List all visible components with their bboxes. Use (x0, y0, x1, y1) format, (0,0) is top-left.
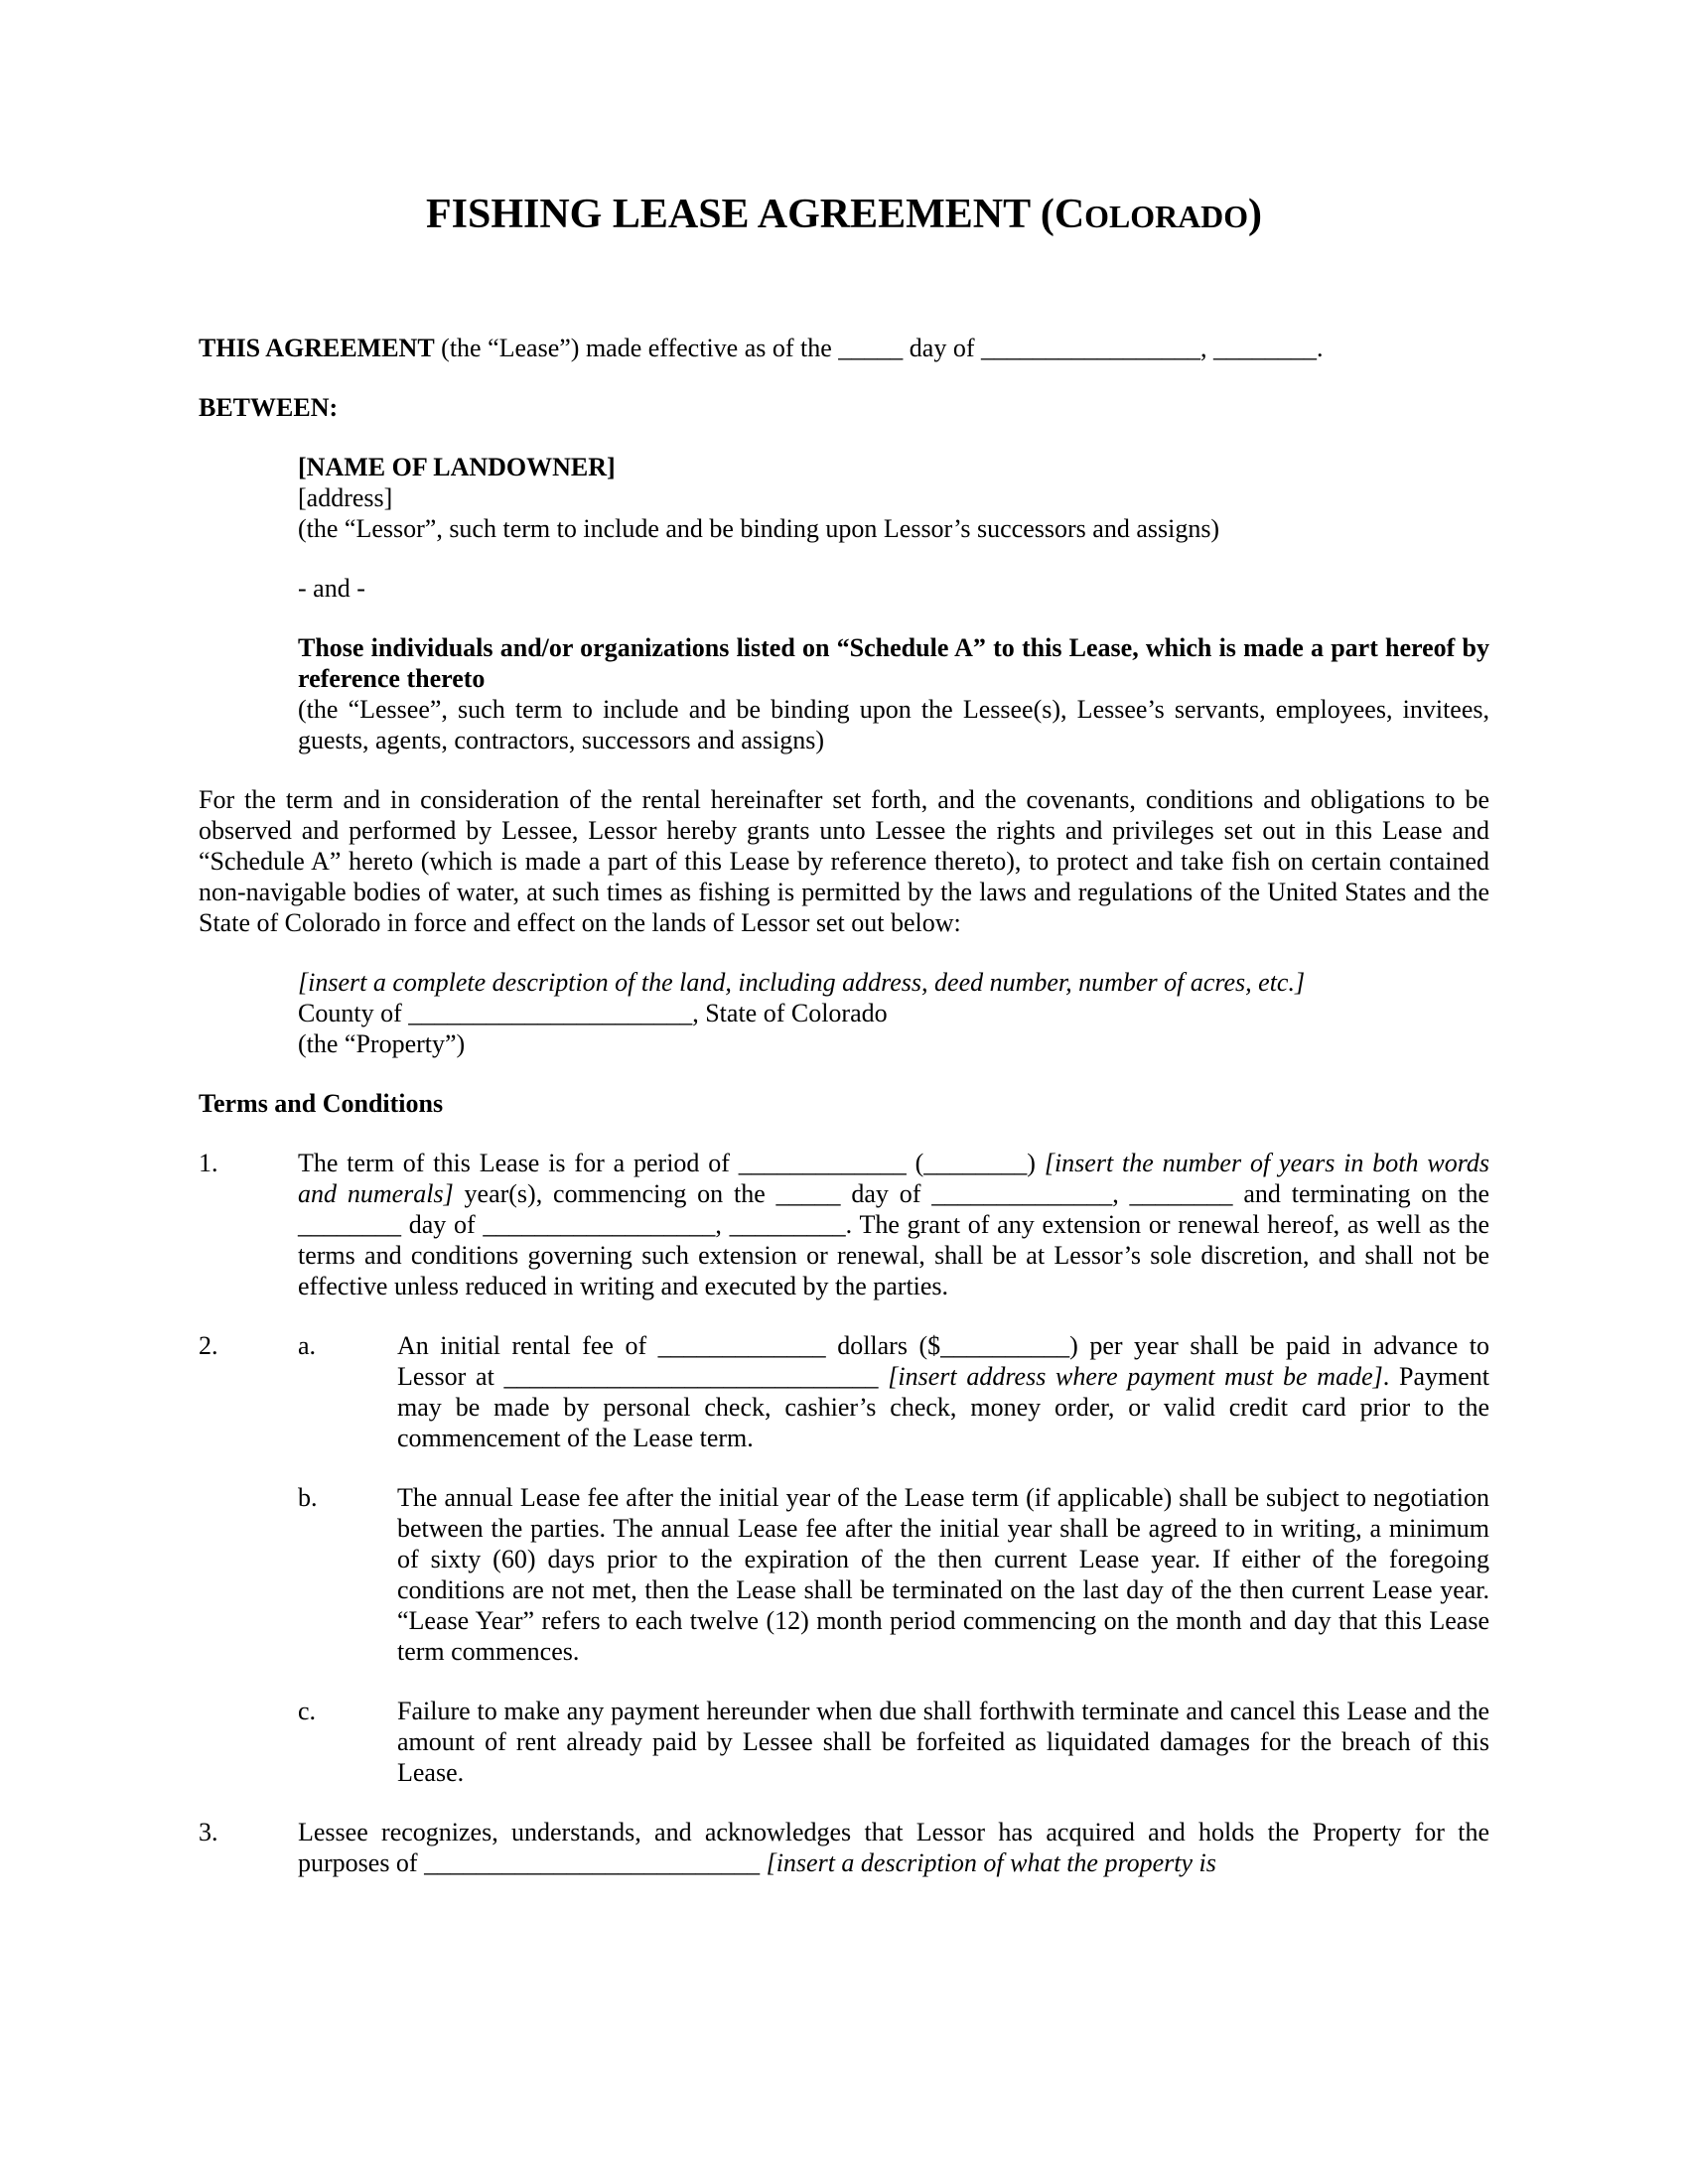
document-title: FISHING LEASE AGREEMENT (COLORADO) (425, 192, 1263, 237)
term-item-2a (298, 1330, 1489, 1453)
property-description-placeholder: [insert a complete description of the land, including address, deed number, number of acres, etc.] (298, 968, 1306, 997)
and-separator: - and - (298, 574, 365, 603)
term-item-3 (199, 1817, 1489, 1878)
term-item-3-text: Lessee recognizes, understands, and acknowledges that Lessor has acquired and holds the Property for the purposes of __________________________ [insert a description of what the property is (298, 1818, 1489, 1877)
term-item-2a-letter: a. (298, 1331, 317, 1360)
lessor-block (298, 452, 1489, 544)
lessee-definition: (the “Lessee”, such term to include and be binding upon the Lessee(s), Lessee’s servants, employees, invitees, guests, agents, contractors, successors and assigns) (298, 695, 1489, 754)
term-item-2 (199, 1330, 1489, 1788)
lessor-definition: (the “Lessor”, such term to include and be binding upon Lessor’s successors and assigns) (298, 514, 1220, 543)
grant-paragraph: For the term and in consideration of the rental hereinafter set forth, and the covenants, conditions and obligations to be observed and performed by Lessee, Lessor hereby grants unto Lessee the rights and privileges set out in this Lease and “Schedule A” hereto (which is made a part of this Lease by reference thereto), to protect and take fish on certain contained non-navigable bodies of water, at such times as fishing is permitted by the laws and regulations of the United States and the State of Colorado in force and effect on the lands of Lessor set out below: (199, 785, 1489, 937)
property-defined-term: (the “Property”) (298, 1029, 466, 1058)
lessee-block (298, 632, 1489, 755)
term-item-2-number: 2. (199, 1331, 218, 1360)
term-item-2c-text: Failure to make any payment hereunder when due shall forthwith terminate and cancel this Lease and the amount of rent already paid by Lessee shall be forfeited as liquidated damages for the breach of this Lease. (397, 1697, 1489, 1787)
lessor-address: [address] (298, 483, 393, 512)
term-item-1 (199, 1148, 1489, 1301)
terms-heading: Terms and Conditions (199, 1089, 444, 1118)
term-item-2a-text: An initial rental fee of _____________ dollars ($__________) per year shall be paid in advance to Lessor at _____________________________ [insert address where payment must be made]. Payment may be made by personal check, cashier’s check, money order, or valid credit card prior to the commencement of the Lease term. (397, 1331, 1489, 1452)
term-item-2c-letter: c. (298, 1697, 317, 1725)
term-item-2c (298, 1696, 1489, 1788)
lessor-name: [NAME OF LANDOWNER] (298, 453, 616, 481)
term-item-2b (298, 1482, 1489, 1667)
term-item-1-text: The term of this Lease is for a period of _____________ (________) [insert the number of years in both words and numerals] year(s), commencing on the _____ day of ______________, ________ and terminating on the ________ day of __________________, _________. The grant of any extension or renewal hereof, as well as the terms and conditions governing such extension or renewal, shall be at Lessor’s sole discretion, and shall not be effective unless reduced in writing and executed by the parties. (298, 1149, 1489, 1300)
property-block (298, 967, 1489, 1059)
term-item-3-number: 3. (199, 1818, 218, 1846)
term-item-2b-letter: b. (298, 1483, 318, 1512)
term-item-2-subitems (298, 1330, 1489, 1788)
intro-paragraph: THIS AGREEMENT (the “Lease”) made effective as of the _____ day of _________________, ________. (199, 334, 1324, 362)
term-item-2b-text: The annual Lease fee after the initial year of the Lease term (if applicable) shall be subject to negotiation between the parties. The annual Lease fee after the initial year shall be agreed to in writing, a minimum of sixty (60) days prior to the expiration of the then current Lease year. If either of the foregoing conditions are not met, then the Lease shall be terminated on the last day of the then current Lease year. “Lease Year” refers to each twelve (12) month period commencing on the month and day that this Lease term commences. (397, 1483, 1489, 1666)
lessee-name: Those individuals and/or organizations listed on “Schedule A” to this Lease, which is made a part hereof by reference thereto (298, 633, 1489, 693)
term-item-1-number: 1. (199, 1149, 218, 1177)
between-label: BETWEEN: (199, 393, 339, 422)
property-county-line: County of ______________________, State of Colorado (298, 999, 888, 1027)
